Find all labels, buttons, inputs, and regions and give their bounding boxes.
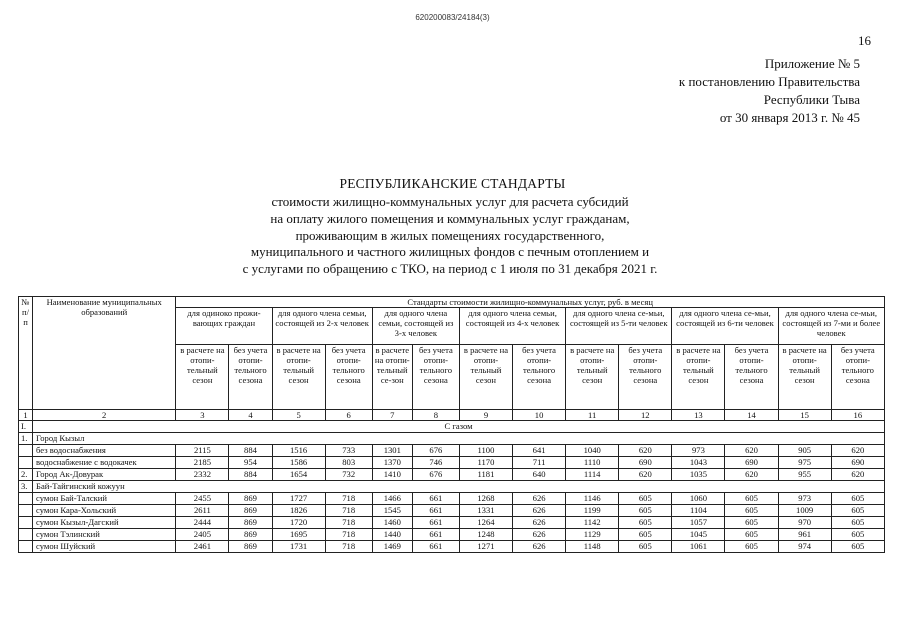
table-row [19,469,885,481]
value-cell: 2405 [176,529,229,541]
row-number: 2. [19,469,33,481]
header-number: № п/п [19,297,33,410]
column-number: 12 [619,410,672,421]
value-cell: 1695 [272,529,325,541]
value-cell: 605 [831,493,884,505]
row-number [19,445,33,457]
row-number [19,457,33,469]
value-cell: 1586 [272,457,325,469]
table-row [19,445,885,457]
value-cell: 1466 [372,493,412,505]
value-cell: 1110 [566,457,619,469]
value-cell: 1301 [372,445,412,457]
appendix-line: от 30 января 2013 г. № 45 [719,110,860,125]
appendix-line: к постановлению Правительства [678,74,860,89]
group-header: для одного члена се-мьи, состоящей из 7-ми и более человек [778,308,884,345]
document-title: РЕСПУБЛИКАНСКИЕ СТАНДАРТЫ [339,176,566,191]
value-cell: 605 [619,493,672,505]
value-cell: 620 [725,469,778,481]
table-row [19,457,885,469]
row-number: 3. [19,481,33,493]
value-cell: 1045 [672,529,725,541]
group-header: для одиноко прожи-вающих граждан [176,308,272,345]
row-name: сумон Шуйский [33,541,176,553]
value-cell: 626 [513,505,566,517]
value-cell: 1268 [459,493,512,505]
value-cell: 1248 [459,529,512,541]
row-name: Город Ак-Довурак [33,469,176,481]
value-cell: 1114 [566,469,619,481]
value-cell: 718 [325,493,372,505]
value-cell: 661 [412,505,459,517]
column-number: 3 [176,410,229,421]
sub-header: без учета отопи-тельного сезона [325,345,372,410]
value-cell: 661 [412,529,459,541]
value-cell: 1331 [459,505,512,517]
row-name: водоснабжение с водокачек [33,457,176,469]
value-cell: 620 [725,445,778,457]
row-number [19,529,33,541]
value-cell: 605 [725,493,778,505]
value-cell: 2611 [176,505,229,517]
row-number [19,505,33,517]
value-cell: 869 [229,541,272,553]
sub-header: без учета отопи-тельного сезона [725,345,778,410]
value-cell: 961 [778,529,831,541]
value-cell: 1060 [672,493,725,505]
value-cell: 1009 [778,505,831,517]
value-cell: 640 [513,469,566,481]
standards-table [18,296,885,553]
sub-header: в расчете на отопи-тельный сезон [176,345,229,410]
table-row [19,505,885,517]
value-cell: 973 [672,445,725,457]
column-number: 2 [33,410,176,421]
value-cell: 1199 [566,505,619,517]
value-cell: 1148 [566,541,619,553]
value-cell: 974 [778,541,831,553]
section-number: I. [19,421,33,433]
value-cell: 2185 [176,457,229,469]
sub-header: в расчете на отопи-тельный сезон [566,345,619,410]
value-cell: 2332 [176,469,229,481]
value-cell: 1271 [459,541,512,553]
row-number [19,493,33,505]
document-subtitle [150,194,750,278]
column-number: 11 [566,410,619,421]
value-cell: 732 [325,469,372,481]
value-cell: 718 [325,517,372,529]
sub-header: в расчете на отопи-тельный сезон [778,345,831,410]
value-cell: 970 [778,517,831,529]
sub-header: в расчете на отопи-тельный сезон [459,345,512,410]
value-cell: 620 [831,445,884,457]
value-cell: 746 [412,457,459,469]
value-cell: 711 [513,457,566,469]
value-cell: 661 [412,493,459,505]
value-cell: 1826 [272,505,325,517]
value-cell: 1142 [566,517,619,529]
subtitle-line: проживающим в жилых помещениях государственного, [295,227,605,243]
value-cell: 605 [619,517,672,529]
value-cell: 605 [619,505,672,517]
group-header: для одного члена се-мьи, состоящей из 5-ти человек [566,308,672,345]
value-cell: 1460 [372,517,412,529]
value-cell: 1410 [372,469,412,481]
value-cell: 1057 [672,517,725,529]
value-cell: 676 [412,469,459,481]
value-cell: 1129 [566,529,619,541]
row-number [19,541,33,553]
subtitle-line: стоимости жилищно-коммунальных услуг для расчета субсидий [271,194,629,209]
sub-header: без учета отопи-тельного сезона [229,345,272,410]
value-cell: 690 [831,457,884,469]
row-name: сумон Кызыл-Дагский [33,517,176,529]
value-cell: 2444 [176,517,229,529]
value-cell: 1061 [672,541,725,553]
value-cell: 1440 [372,529,412,541]
value-cell: 626 [513,529,566,541]
row-name: Бай-Тайгинский кожуун [33,481,885,493]
column-number: 8 [412,410,459,421]
value-cell: 718 [325,505,372,517]
row-name: без водоснабжения [33,445,176,457]
group-header: для одного члена семьи, состоящей из 3-х человек [372,308,459,345]
row-name: сумон Бай-Талский [33,493,176,505]
sub-header: в расчете на отопи-тельный сезон [272,345,325,410]
row-name: сумон Кара-Хольский [33,505,176,517]
value-cell: 975 [778,457,831,469]
column-number: 1 [19,410,33,421]
value-cell: 2461 [176,541,229,553]
value-cell: 605 [725,541,778,553]
group-header: для одного члена се-мьи, состоящей из 6-ти человек [672,308,778,345]
value-cell: 1469 [372,541,412,553]
subtitle-line: муниципального и частного жилищных фондов с печным отоплением и [250,244,650,260]
value-cell: 1146 [566,493,619,505]
sub-header: без учета отопи-тельного сезона [412,345,459,410]
value-cell: 605 [831,541,884,553]
value-cell: 869 [229,529,272,541]
value-cell: 661 [412,541,459,553]
value-cell: 1104 [672,505,725,517]
value-cell: 620 [619,445,672,457]
value-cell: 955 [778,469,831,481]
column-number: 6 [325,410,372,421]
value-cell: 605 [831,529,884,541]
value-cell: 1370 [372,457,412,469]
table-row [19,433,885,445]
section-row [19,421,885,433]
appendix-line: Приложение № 5 [764,56,860,71]
sub-header: без учета отопи-тельного сезона [831,345,884,410]
appendix-line: Республики Тыва [763,92,860,107]
column-number: 7 [372,410,412,421]
value-cell: 1545 [372,505,412,517]
value-cell: 733 [325,445,372,457]
value-cell: 1170 [459,457,512,469]
page-number: 16 [858,33,871,48]
sub-header: без учета отопи-тельного сезона [513,345,566,410]
column-number: 15 [778,410,831,421]
column-number: 14 [725,410,778,421]
section-label: С газом [33,421,885,433]
column-number: 16 [831,410,884,421]
value-cell: 1731 [272,541,325,553]
column-number: 5 [272,410,325,421]
value-cell: 641 [513,445,566,457]
value-cell: 869 [229,493,272,505]
value-cell: 1043 [672,457,725,469]
table-row [19,541,885,553]
value-cell: 2455 [176,493,229,505]
column-number: 9 [459,410,512,421]
sub-header: в расчете на отопи-тельный се-зон [372,345,412,410]
value-cell: 1727 [272,493,325,505]
row-name: Город Кызыл [33,433,885,445]
value-cell: 605 [831,517,884,529]
row-number [19,517,33,529]
value-cell: 605 [725,517,778,529]
value-cell: 620 [831,469,884,481]
value-cell: 661 [412,517,459,529]
sub-header: без учета отопи-тельного сезона [619,345,672,410]
value-cell: 803 [325,457,372,469]
value-cell: 690 [619,457,672,469]
value-cell: 626 [513,541,566,553]
table-row [19,517,885,529]
value-cell: 605 [619,541,672,553]
value-cell: 605 [725,505,778,517]
value-cell: 676 [412,445,459,457]
group-header: для одного члена семьи, состоящей из 4-х человек [459,308,565,345]
value-cell: 1040 [566,445,619,457]
value-cell: 954 [229,457,272,469]
value-cell: 1264 [459,517,512,529]
value-cell: 1035 [672,469,725,481]
value-cell: 869 [229,517,272,529]
value-cell: 626 [513,517,566,529]
value-cell: 2115 [176,445,229,457]
group-header: для одного члена семьи, состоящей из 2-х человек [272,308,372,345]
value-cell: 884 [229,445,272,457]
value-cell: 869 [229,505,272,517]
table-row [19,493,885,505]
row-name: сумон Тэлинский [33,529,176,541]
value-cell: 1100 [459,445,512,457]
value-cell: 1181 [459,469,512,481]
table-row [19,529,885,541]
header-name: Наименование муниципальных образований [33,297,176,410]
value-cell: 690 [725,457,778,469]
value-cell: 905 [778,445,831,457]
value-cell: 605 [619,529,672,541]
header-standards: Стандарты стоимости жилищно-коммунальных услуг, руб. в месяц [176,297,885,308]
column-number: 4 [229,410,272,421]
value-cell: 1516 [272,445,325,457]
column-number: 13 [672,410,725,421]
value-cell: 605 [725,529,778,541]
value-cell: 884 [229,469,272,481]
value-cell: 718 [325,541,372,553]
value-cell: 620 [619,469,672,481]
subtitle-line: на оплату жилого помещения и коммунальных услуг гражданам, [270,210,630,226]
document-id: 620200083/24184(3) [415,13,490,22]
row-number: 1. [19,433,33,445]
table-row [19,481,885,493]
subtitle-line: с услугами по обращению с ТКО, на период с 1 июля по 31 декабря 2021 г. [242,261,658,277]
value-cell: 605 [831,505,884,517]
value-cell: 718 [325,529,372,541]
column-number: 10 [513,410,566,421]
value-cell: 1654 [272,469,325,481]
sub-header: в расчете на отопи-тельный сезон [672,345,725,410]
value-cell: 1720 [272,517,325,529]
appendix-block [560,55,860,127]
value-cell: 626 [513,493,566,505]
value-cell: 973 [778,493,831,505]
